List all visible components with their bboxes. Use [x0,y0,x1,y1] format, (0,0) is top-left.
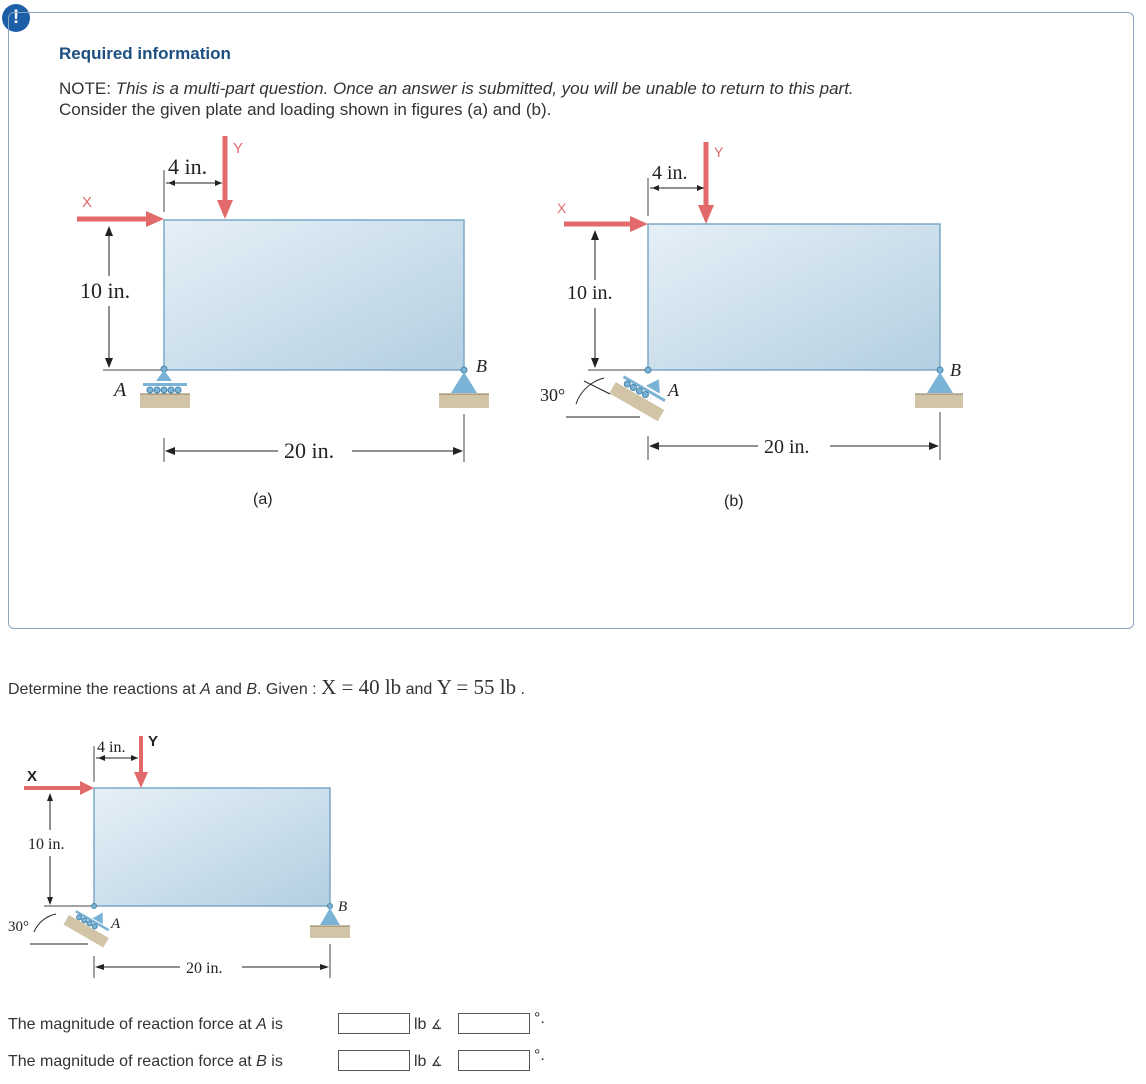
question-text [8,675,525,700]
question-lead: Determine the reactions at [8,681,201,698]
answer-label-a [8,1016,283,1034]
point-b-label-small: B [338,899,348,915]
point-b-label-b: B [950,360,961,380]
answer-b-point: B [256,1053,267,1070]
answer-label-b [8,1053,283,1071]
angle-label-b: 30° [540,385,566,405]
load-y-label-a: Y [233,140,244,157]
question-given: . Given : [257,681,322,698]
reaction-b-unit-text: lb [414,1053,427,1070]
angle-icon: ∡ [430,1017,443,1032]
question-end: . [516,681,525,698]
caption-a: (a) [253,491,273,508]
reaction-b-degree: °. [534,1047,545,1064]
load-x-label-small: X [27,768,38,785]
note-italic: This is a multi-part question. Once an answer is submitted, you will be unable to return to this part. [115,79,854,98]
angle-label-small: 30° [8,919,29,935]
alert-icon: ! [2,4,30,32]
point-a-label-b: A [668,380,679,400]
given-y: Y = 55 lb [436,675,517,699]
figure-small [24,736,350,978]
answer-a-pre: The magnitude of reaction force at [8,1016,257,1033]
reaction-b-unit [414,1053,443,1071]
given-x: X = 40 lb [321,675,402,699]
note-line2: Consider the given plate and loading shown in figures (a) and (b). [59,100,552,119]
ground-a-right [439,394,489,408]
ground-small-right [310,926,350,938]
question-point-b: B [246,681,258,698]
reaction-a-degree: °. [534,1010,545,1027]
load-y-label-b: Y [714,144,724,160]
load-y-label-small: Y [148,733,159,750]
reaction-a-angle-input[interactable] [458,1013,530,1034]
note-prefix: NOTE: [59,79,116,98]
question-and2: and [401,681,437,698]
answer-b-pre: The magnitude of reaction force at [8,1053,257,1070]
dim-20in-small: 20 in. [186,960,223,977]
dim-4in-b: 4 in. [652,162,688,184]
plate-a [164,220,464,370]
question-and: and [210,681,247,698]
reaction-b-angle-input[interactable] [458,1050,530,1071]
dim-4in-a: 4 in. [168,154,208,179]
point-a-label-a: A [114,379,127,401]
question-point-a: A [200,681,211,698]
figure-b [564,142,963,460]
reaction-b-magnitude-input[interactable] [338,1050,410,1071]
reaction-a-unit [414,1016,443,1034]
required-info-title: Required information [59,44,231,63]
figure-a [77,136,489,462]
angle-icon: ∡ [430,1054,443,1069]
caption-b: (b) [724,493,744,510]
point-b-label-a: B [476,356,487,376]
dim-4in-small: 4 in. [97,739,126,756]
answer-a-post: is [266,1016,283,1033]
answer-b-post: is [266,1053,283,1070]
plate-small [94,788,330,906]
dim-20in-a: 20 in. [284,438,335,463]
dim-10in-a: 10 in. [80,278,131,303]
plate-b [648,224,940,370]
dim-20in-b: 20 in. [764,436,810,458]
point-a-label-small: A [111,916,121,932]
reaction-a-magnitude-input[interactable] [338,1013,410,1034]
answer-a-point: A [256,1016,267,1033]
dim-10in-b: 10 in. [567,282,613,304]
dim-10in-small: 10 in. [28,836,65,853]
reaction-a-unit-text: lb [414,1016,427,1033]
load-x-label-b: X [557,200,567,216]
ground-a-left [140,394,190,408]
ground-b-right [915,394,963,408]
load-x-label-a: X [82,194,93,211]
